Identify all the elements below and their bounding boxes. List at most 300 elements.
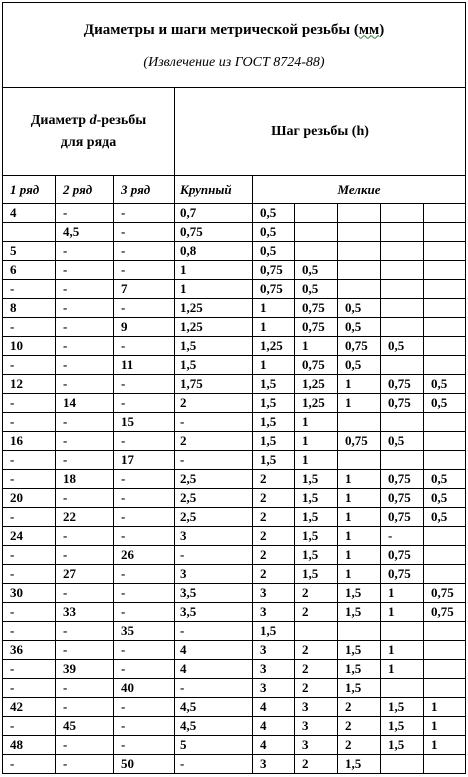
table-cell: 36 <box>3 641 56 660</box>
table-cell: 0,75 <box>381 394 424 413</box>
table-cell <box>424 546 466 565</box>
table-cell: - <box>56 299 114 318</box>
table-cell: - <box>56 337 114 356</box>
table-cell: - <box>175 451 253 470</box>
table-cell: 1,75 <box>175 375 253 394</box>
table-cell <box>381 261 424 280</box>
table-cell: 0,5 <box>253 204 295 223</box>
table-row <box>3 736 466 755</box>
table-cell: 2,5 <box>175 489 253 508</box>
table-cell <box>424 622 466 641</box>
table-cell: 2,5 <box>175 508 253 527</box>
table-cell: 2 <box>338 698 381 717</box>
title-suffix: ) <box>379 21 385 38</box>
table-cell: - <box>175 679 253 698</box>
table-cell: - <box>114 470 175 489</box>
table-cell: 1,25 <box>175 318 253 337</box>
table-cell: 0,75 <box>381 508 424 527</box>
table-cell <box>381 318 424 337</box>
table-cell: 35 <box>114 622 175 641</box>
table-cell: 1 <box>295 432 338 451</box>
table-cell: 2 <box>253 470 295 489</box>
table-cell: 42 <box>3 698 56 717</box>
table-cell: 18 <box>56 470 114 489</box>
table-cell <box>424 641 466 660</box>
table-cell: 30 <box>3 584 56 603</box>
table-row <box>3 698 466 717</box>
table-cell: 4 <box>175 660 253 679</box>
table-cell: 39 <box>56 660 114 679</box>
table-cell: - <box>3 622 56 641</box>
table-cell <box>338 242 381 261</box>
table-cell: 0,75 <box>175 223 253 242</box>
table-cell: 1,5 <box>338 755 381 774</box>
table-cell: 3 <box>295 717 338 736</box>
diameter-suffix: -резьбы <box>96 112 147 128</box>
table-cell: 1 <box>338 546 381 565</box>
table-cell: - <box>3 508 56 527</box>
table-cell: 1 <box>424 736 466 755</box>
table-cell: 1,5 <box>381 736 424 755</box>
table-cell: 14 <box>56 394 114 413</box>
table-cell: 1,5 <box>253 432 295 451</box>
diameter-var: d <box>89 112 97 128</box>
table-cell: 3 <box>175 565 253 584</box>
table-cell: - <box>3 755 56 774</box>
table-cell: 16 <box>3 432 56 451</box>
table-cell: 1 <box>338 508 381 527</box>
table-cell: - <box>56 622 114 641</box>
table-cell <box>381 755 424 774</box>
table-cell: 22 <box>56 508 114 527</box>
table-cell: 1,5 <box>295 546 338 565</box>
table-cell: 11 <box>114 356 175 375</box>
table-cell: - <box>114 204 175 223</box>
table-cell: 0,75 <box>253 280 295 299</box>
table-cell <box>338 204 381 223</box>
table-cell: 0,75 <box>295 318 338 337</box>
table-cell: 3 <box>175 527 253 546</box>
table-cell: 17 <box>114 451 175 470</box>
table-cell: 1 <box>381 641 424 660</box>
table-cell: 0,75 <box>381 565 424 584</box>
table-cell: 1 <box>295 413 338 432</box>
table-cell: 1,5 <box>253 375 295 394</box>
table-cell: 2 <box>253 527 295 546</box>
table-cell: 0,5 <box>295 261 338 280</box>
table-cell: - <box>3 280 56 299</box>
table-cell: 2 <box>295 679 338 698</box>
table-cell: 1 <box>295 337 338 356</box>
table-cell: - <box>56 451 114 470</box>
table-cell: - <box>56 584 114 603</box>
table-cell: 1,5 <box>338 584 381 603</box>
table-cell: - <box>56 755 114 774</box>
table-cell: 4,5 <box>175 698 253 717</box>
table-cell: 5 <box>3 242 56 261</box>
table-cell: 0,5 <box>338 299 381 318</box>
table-cell: 2 <box>253 508 295 527</box>
table-cell: - <box>114 242 175 261</box>
title-cell <box>3 3 466 88</box>
table-cell: 1 <box>175 280 253 299</box>
diameter-line2: для ряда <box>60 134 117 150</box>
table-cell: 0,5 <box>253 223 295 242</box>
table-cell: 2 <box>295 603 338 622</box>
table-cell <box>295 223 338 242</box>
table-cell: 0,5 <box>424 470 466 489</box>
table-cell: - <box>3 451 56 470</box>
table-cell <box>295 242 338 261</box>
table-row <box>3 622 466 641</box>
table-cell: 0,75 <box>295 356 338 375</box>
table-cell: 0,5 <box>424 508 466 527</box>
table-cell: - <box>56 641 114 660</box>
table-cell: 1,5 <box>381 698 424 717</box>
table-cell <box>381 242 424 261</box>
table-cell: 1 <box>253 318 295 337</box>
table-cell: 1,5 <box>295 489 338 508</box>
table-cell: 0,75 <box>381 489 424 508</box>
table-cell: 1 <box>338 565 381 584</box>
diameter-header <box>3 88 175 176</box>
table-cell: 1 <box>381 603 424 622</box>
source-note: (Извлечение из ГОСТ 8724-88) <box>143 54 325 70</box>
table-cell: 0,75 <box>295 299 338 318</box>
table-cell: 1 <box>338 394 381 413</box>
table-cell: 4 <box>175 641 253 660</box>
table-cell: - <box>56 698 114 717</box>
table-cell <box>381 223 424 242</box>
table-cell: 3 <box>253 603 295 622</box>
table-cell: - <box>56 375 114 394</box>
table-cell: 4,5 <box>56 223 114 242</box>
table-cell <box>338 223 381 242</box>
table-cell: 1 <box>338 527 381 546</box>
table-row <box>3 337 466 356</box>
table-cell <box>381 622 424 641</box>
table-row <box>3 755 466 774</box>
table-cell <box>3 223 56 242</box>
table-row <box>3 451 466 470</box>
table-row <box>3 508 466 527</box>
thread-table <box>2 2 466 774</box>
table-cell: - <box>114 299 175 318</box>
table-cell <box>424 261 466 280</box>
table-cell: 1,5 <box>295 470 338 489</box>
table-cell: 1,5 <box>175 356 253 375</box>
table-cell: 12 <box>3 375 56 394</box>
table-cell: 33 <box>56 603 114 622</box>
table-cell: 10 <box>3 337 56 356</box>
table-cell: - <box>175 755 253 774</box>
table-cell <box>381 679 424 698</box>
table-cell: - <box>3 546 56 565</box>
table-cell: 2 <box>253 565 295 584</box>
table-row <box>3 565 466 584</box>
table-cell <box>424 432 466 451</box>
table-cell: - <box>114 489 175 508</box>
table-row <box>3 394 466 413</box>
table-cell: 27 <box>56 565 114 584</box>
table-cell: - <box>3 318 56 337</box>
table-cell <box>381 204 424 223</box>
table-row <box>3 641 466 660</box>
table-row <box>3 527 466 546</box>
table-cell <box>338 451 381 470</box>
table-cell: 2,5 <box>175 470 253 489</box>
table-row <box>3 318 466 337</box>
table-cell: 20 <box>3 489 56 508</box>
table-cell: - <box>381 527 424 546</box>
col-row2: 2 ряд <box>56 176 114 204</box>
table-cell: 8 <box>3 299 56 318</box>
table-cell: 0,5 <box>295 280 338 299</box>
table-cell: 3 <box>253 679 295 698</box>
table-cell: - <box>56 679 114 698</box>
table-cell: 0,75 <box>338 432 381 451</box>
table-cell: 1,5 <box>253 394 295 413</box>
table-row <box>3 432 466 451</box>
table-cell: 4 <box>253 736 295 755</box>
table-cell: - <box>114 717 175 736</box>
table-cell: 4 <box>253 717 295 736</box>
table-row <box>3 546 466 565</box>
table-row <box>3 356 466 375</box>
table-cell: - <box>114 584 175 603</box>
table-row <box>3 280 466 299</box>
table-cell: 45 <box>56 717 114 736</box>
table-row <box>3 660 466 679</box>
table-cell: - <box>114 223 175 242</box>
table-cell: 1,5 <box>295 565 338 584</box>
table-cell: 1 <box>424 717 466 736</box>
table-row <box>3 223 466 242</box>
table-cell: 4 <box>253 698 295 717</box>
table-cell: 1 <box>338 489 381 508</box>
table-cell: 0,7 <box>175 204 253 223</box>
table-cell: 0,75 <box>424 584 466 603</box>
table-cell: - <box>56 318 114 337</box>
table-cell: 2 <box>295 755 338 774</box>
table-cell: 1,25 <box>295 394 338 413</box>
table-cell <box>381 280 424 299</box>
table-cell: 0,5 <box>253 242 295 261</box>
table-row <box>3 470 466 489</box>
table-cell: - <box>3 413 56 432</box>
column-header-row <box>3 176 466 204</box>
table-cell: - <box>114 375 175 394</box>
table-cell: 2 <box>338 717 381 736</box>
table-cell <box>424 413 466 432</box>
table-cell: - <box>56 432 114 451</box>
table-cell: 15 <box>114 413 175 432</box>
table-cell: - <box>114 527 175 546</box>
table-cell: 0,5 <box>424 489 466 508</box>
table-cell: - <box>3 660 56 679</box>
table-cell: 1,5 <box>295 527 338 546</box>
table-cell: 2 <box>253 489 295 508</box>
table-cell: 2 <box>295 641 338 660</box>
table-cell: - <box>56 356 114 375</box>
table-cell <box>295 204 338 223</box>
table-cell: - <box>56 280 114 299</box>
table-cell: 0,8 <box>175 242 253 261</box>
table-cell: - <box>56 736 114 755</box>
table-cell: 4 <box>3 204 56 223</box>
table-cell: - <box>3 394 56 413</box>
table-cell: 3,5 <box>175 603 253 622</box>
table-cell: 1,5 <box>253 622 295 641</box>
title-prefix: Диаметры и шаги метрической резьбы ( <box>83 21 359 38</box>
table-cell: - <box>114 736 175 755</box>
table-cell: 1,5 <box>253 451 295 470</box>
table-cell: - <box>56 204 114 223</box>
table-cell: 0,5 <box>381 432 424 451</box>
table-cell: 1 <box>381 584 424 603</box>
table-cell: 0,75 <box>381 375 424 394</box>
table-cell: - <box>3 603 56 622</box>
table-cell <box>424 204 466 223</box>
document <box>2 2 465 774</box>
table-cell: 1 <box>295 451 338 470</box>
table-cell: 1 <box>338 375 381 394</box>
table-row <box>3 584 466 603</box>
title-unit: мм <box>358 21 380 38</box>
col-row3: 3 ряд <box>114 176 175 204</box>
table-cell: 0,5 <box>424 375 466 394</box>
table-cell: - <box>114 394 175 413</box>
table-cell: - <box>114 660 175 679</box>
table-row <box>3 375 466 394</box>
table-cell: 0,75 <box>338 337 381 356</box>
table-cell: 3 <box>253 755 295 774</box>
table-cell: 0,75 <box>381 470 424 489</box>
table-cell: - <box>56 527 114 546</box>
table-cell: - <box>114 641 175 660</box>
table-cell: 1,5 <box>381 717 424 736</box>
diameter-prefix: Диаметр <box>30 112 90 128</box>
table-cell: 48 <box>3 736 56 755</box>
table-cell: - <box>3 356 56 375</box>
table-cell: 1,25 <box>295 375 338 394</box>
table-cell: 1,25 <box>175 299 253 318</box>
table-row <box>3 489 466 508</box>
table-cell: 1 <box>175 261 253 280</box>
table-cell: 0,5 <box>338 356 381 375</box>
table-cell: - <box>114 565 175 584</box>
table-cell <box>424 451 466 470</box>
col-coarse: Крупный <box>175 176 253 204</box>
table-cell: 1 <box>253 356 295 375</box>
table-cell: 2 <box>175 394 253 413</box>
table-row <box>3 679 466 698</box>
table-cell: - <box>114 432 175 451</box>
table-cell <box>424 299 466 318</box>
table-cell: - <box>3 565 56 584</box>
table-cell: - <box>56 261 114 280</box>
table-cell: - <box>114 508 175 527</box>
table-cell: 1,25 <box>253 337 295 356</box>
table-cell: - <box>175 413 253 432</box>
table-row <box>3 603 466 622</box>
table-cell <box>424 223 466 242</box>
table-cell <box>381 299 424 318</box>
table-cell: - <box>3 717 56 736</box>
table-cell: 2 <box>253 546 295 565</box>
table-cell: 2 <box>175 432 253 451</box>
table-cell: - <box>175 546 253 565</box>
table-row <box>3 413 466 432</box>
col-row1: 1 ряд <box>3 176 56 204</box>
table-cell <box>424 527 466 546</box>
table-cell: - <box>56 489 114 508</box>
table-cell <box>424 565 466 584</box>
table-cell: 9 <box>114 318 175 337</box>
table-cell <box>424 242 466 261</box>
table-cell: 1 <box>338 470 381 489</box>
table-cell: 1,5 <box>175 337 253 356</box>
table-cell <box>424 356 466 375</box>
table-cell: 3 <box>253 641 295 660</box>
table-cell: 0,5 <box>424 394 466 413</box>
table-cell <box>424 679 466 698</box>
page-title <box>3 22 465 38</box>
table-cell: 26 <box>114 546 175 565</box>
table-cell: - <box>114 698 175 717</box>
table-cell: 50 <box>114 755 175 774</box>
table-cell: 0,75 <box>381 546 424 565</box>
table-cell: 1 <box>424 698 466 717</box>
table-row <box>3 717 466 736</box>
table-cell <box>424 318 466 337</box>
col-fine: Мелкие <box>253 176 466 204</box>
table-cell: 2 <box>338 736 381 755</box>
table-cell: - <box>56 242 114 261</box>
table-cell: 3 <box>253 584 295 603</box>
table-cell: 1,5 <box>295 508 338 527</box>
table-cell <box>424 280 466 299</box>
table-cell: 3,5 <box>175 584 253 603</box>
table-cell <box>424 337 466 356</box>
table-cell: 0,75 <box>253 261 295 280</box>
table-cell: 3 <box>253 660 295 679</box>
table-cell: - <box>114 261 175 280</box>
table-cell: 1 <box>253 299 295 318</box>
table-cell: - <box>175 622 253 641</box>
table-cell <box>338 280 381 299</box>
table-cell: 1,5 <box>338 641 381 660</box>
table-row <box>3 261 466 280</box>
table-cell: 24 <box>3 527 56 546</box>
table-cell: 6 <box>3 261 56 280</box>
table-cell: 4,5 <box>175 717 253 736</box>
table-cell <box>338 622 381 641</box>
table-cell: 1 <box>381 660 424 679</box>
table-cell <box>381 413 424 432</box>
table-cell: - <box>114 337 175 356</box>
table-cell <box>295 622 338 641</box>
table-cell: 0,75 <box>424 603 466 622</box>
table-cell: 2 <box>295 660 338 679</box>
table-cell: 40 <box>114 679 175 698</box>
table-cell <box>338 261 381 280</box>
table-cell: 3 <box>295 736 338 755</box>
table-cell: 0,5 <box>338 318 381 337</box>
table-cell <box>381 451 424 470</box>
table-cell: 1,5 <box>338 603 381 622</box>
table-cell <box>424 755 466 774</box>
